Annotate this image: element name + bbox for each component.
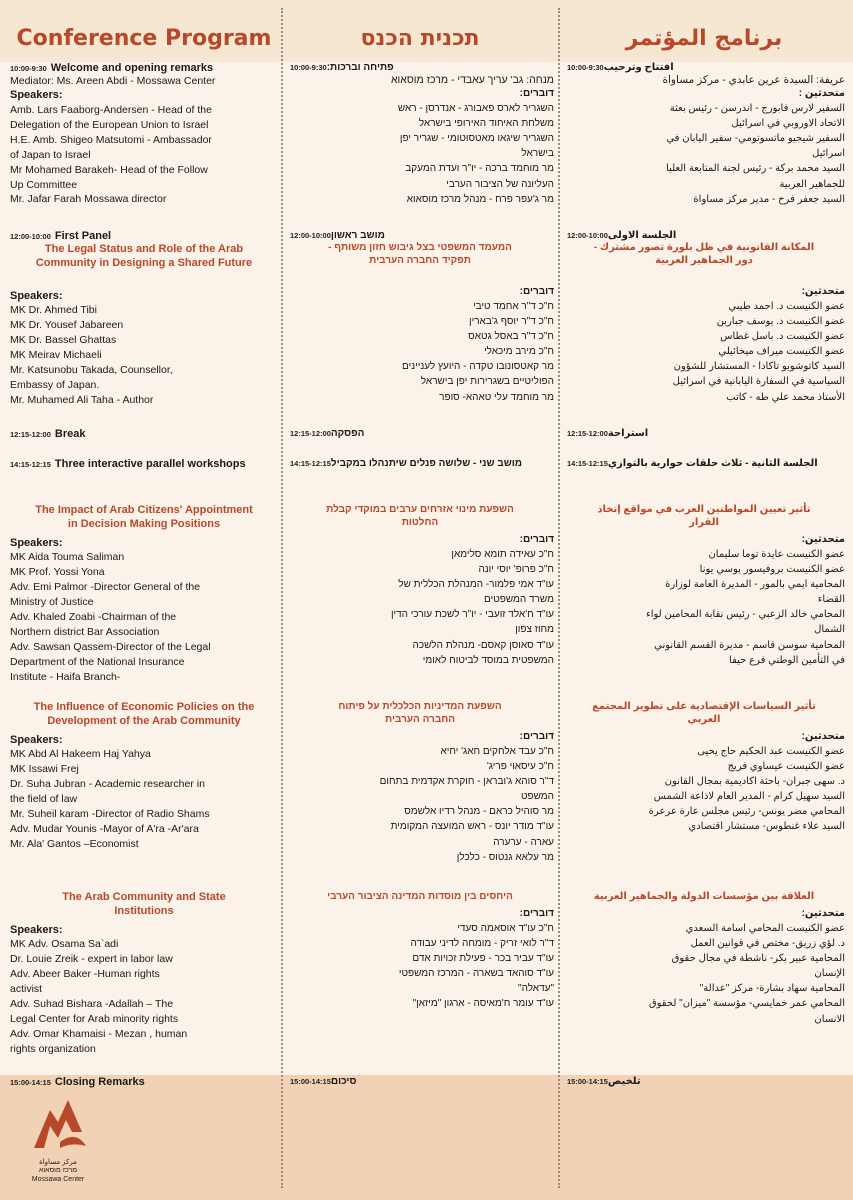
section-header-closing — [10, 1076, 278, 1088]
speaker-line: ח"כ פרופ' יוסי יונה — [478, 563, 554, 575]
speaker-line: MK Adv. Osama Sa`adi — [10, 938, 119, 951]
section-opening — [563, 62, 845, 207]
speaker-line: עו"ד מודר יונס - ראש המועצה המקומית — [390, 821, 554, 833]
speaker-line: "עדאלה" — [518, 983, 554, 995]
speaker-line: מר קאטסונובו טקדה - היועץ לעניינים — [402, 361, 554, 373]
speaker-line: Legal Center for Arab minority rights — [10, 1012, 179, 1025]
time-slot: 10:00-9:30 — [290, 63, 327, 72]
subtitle-line: دور الجماهير العربية — [655, 255, 753, 266]
speaker-line: rights organization — [10, 1042, 96, 1055]
session-title: סיכום — [330, 1076, 357, 1087]
session-title: الجلسة الاولى — [607, 230, 677, 241]
speaker-line: עו"ד אמי פלמור- המנהלת הכללית של — [398, 578, 554, 590]
subtitle-line: Community in Designing a Shared Future — [35, 257, 253, 270]
speaker-list — [563, 744, 845, 835]
speaker-list — [286, 547, 554, 669]
section-header-opening — [10, 62, 278, 74]
time-slot: 12:15-12:00 — [10, 430, 51, 439]
session-title: הפסקה — [330, 428, 365, 439]
section-ws3 — [563, 890, 845, 1027]
subtitle-line: المكانة القانونية في ظل بلورة تصور مشترك - — [593, 242, 815, 253]
speaker-line: Adv. Mudar Younis -Mayor of A'ra -Ar'ara — [10, 822, 199, 835]
session-subtitle — [286, 700, 554, 726]
speaker-line: السياسية في السفارة اليابانية في اسرائيل — [672, 376, 845, 388]
speaker-line: السيد علاء غنطوس- مستشار اقتصادي — [688, 821, 845, 833]
session-subtitle — [286, 241, 554, 267]
speaker-line: عضو الكنيست عيساوي فريج — [727, 760, 845, 772]
speaker-line: عضو الكنيست د. باسل غطاس — [720, 330, 845, 342]
speaker-list — [10, 747, 278, 851]
section-header-opening — [286, 62, 554, 73]
speaker-line: MK Aida Touma Saliman — [10, 551, 125, 564]
time-slot: 14:15-12:15 — [567, 459, 608, 468]
section-ws3 — [10, 890, 278, 1057]
speaker-line: MK Prof. Yossi Yona — [10, 566, 105, 579]
section-ws2 — [10, 700, 278, 852]
subtitle-line: The Influence of Economic Policies on the — [33, 701, 255, 713]
session-title: פתיחה וברכות: — [326, 62, 394, 73]
section-panel1 — [10, 230, 278, 408]
speaker-line: د. لؤي زريق- مختص في قوانين العمل — [690, 937, 845, 949]
speaker-line: ח"כ עאידה תומא סלימאן — [451, 548, 554, 560]
time-slot: 14:15-12:15 — [290, 459, 331, 468]
speaker-line: الاتحاد الاوروبي في اسرائيل — [731, 117, 845, 129]
speaker-line: ח"כ ד"ר באסל גטאס — [468, 330, 554, 342]
speaker-line: عضو الكنيست د. يوسف جبارين — [716, 315, 845, 327]
speaker-line: Mr Mohamed Barakeh- Head of the Follow — [10, 163, 208, 176]
speaker-line: השגריר לארס פאבורג - אנדרסן - ראש — [397, 102, 554, 114]
speaker-line: المحامية ايمي بالمور - المديرة العامة لوزارة — [665, 578, 845, 590]
session-subtitle — [10, 242, 278, 271]
section-break — [563, 428, 845, 439]
speaker-line: בישראל — [521, 148, 554, 160]
speaker-line: Mr. Muhamed Ali Taha - Author — [10, 393, 154, 406]
time-slot: 10:00-9:30 — [10, 64, 47, 73]
section-break — [286, 428, 554, 439]
speaker-line: העליונה של הציבור הערבי — [446, 178, 554, 190]
subtitle-line: The Legal Status and Role of the Arab — [44, 243, 244, 255]
speaker-line: משלחת האיחוד האירופי בישראל — [418, 117, 554, 129]
section-header-opening — [563, 62, 845, 73]
subtitle-line: המעמד המשפטי בצל גיבוש חזון משותף - — [328, 242, 512, 253]
section-ws1 — [10, 503, 278, 685]
subtitle-line: The Impact of Arab Citizens' Appointment — [35, 504, 253, 516]
section-ws3 — [286, 890, 554, 1012]
session-subtitle — [286, 503, 554, 529]
speaker-list — [10, 103, 278, 207]
section-workshops — [10, 458, 278, 470]
subtitle-line: The Arab Community and State — [62, 891, 226, 903]
subtitle-line: החלטות — [401, 517, 439, 528]
speaker-line: اسرائيل — [812, 148, 845, 160]
section-header-workshops — [563, 458, 845, 469]
speaker-line: עו"ד עביר בכר - פעילת זכויות אדם — [412, 952, 554, 964]
speaker-line: ח"כ עיסאוי פריג' — [486, 760, 554, 772]
speaker-line: Mr. Katsunobu Takada, Counsellor, — [10, 364, 173, 377]
session-subtitle — [10, 890, 278, 919]
speakers-label: متحدثين: — [801, 534, 845, 545]
section-header-panel1 — [563, 230, 845, 241]
subtitle-line: Institutions — [114, 905, 174, 918]
section-ws1 — [286, 503, 554, 668]
speaker-line: في التأمين الوطني فرع حيفا — [729, 654, 845, 666]
time-slot: 14:15-12:15 — [10, 460, 51, 469]
subtitle-line: العربي — [687, 714, 721, 725]
speaker-line: MK Dr. Ahmed Tibi — [10, 304, 97, 317]
session-subtitle — [563, 503, 845, 529]
time-slot: 12:00-10:00 — [290, 231, 331, 240]
section-header-workshops — [286, 458, 554, 469]
logo-arabic-text: مركز مساواة — [39, 1159, 77, 1166]
column-arabic — [563, 0, 845, 1200]
session-title: افتتاح وترحيب — [603, 62, 674, 73]
speaker-line: Adv. Abeer Baker -Human rights — [10, 968, 160, 981]
speaker-line: מחוז צפון — [515, 624, 554, 636]
section-closing — [286, 1076, 554, 1087]
section-ws1 — [563, 503, 845, 668]
session-title: מושב שני - שלושה פנלים שיתנהלו במקביל — [330, 458, 523, 469]
speakers-label: דוברים: — [519, 88, 554, 100]
speaker-list — [10, 550, 278, 684]
session-subtitle — [563, 700, 845, 726]
time-slot: 15:00-14:15 — [290, 1077, 331, 1086]
speaker-line: עו"ד סאוסן קאסם- מנהלת הלשכה — [412, 639, 554, 651]
speaker-line: Delegation of the European Union to Israel — [10, 118, 209, 131]
time-slot: 12:15-12:00 — [567, 429, 608, 438]
speaker-line: Adv. Suhad Bishara -Adallah – The — [10, 998, 174, 1011]
column-title: Conference Program — [16, 26, 272, 51]
speaker-line: د. سهى جبران- باحثة اكاديمية بمجال القانون — [664, 775, 845, 787]
subtitle-line: Development of the Arab Community — [47, 715, 241, 728]
time-slot: 12:00-10:00 — [567, 231, 608, 240]
section-closing — [10, 1076, 278, 1088]
speaker-line: Dr. Suha Jubran - Academic researcher in — [10, 778, 205, 791]
speaker-line: المحامي خالد الزعبي - رئيس نقابة المحامين لواء — [646, 609, 845, 621]
speaker-line: Amb. Lars Faaborg-Andersen - Head of the — [10, 104, 212, 117]
mossawa-logo — [20, 1092, 96, 1188]
column-divider-left — [281, 8, 283, 1188]
speaker-list — [286, 921, 554, 1012]
speaker-list — [563, 547, 845, 669]
session-title: الجلسة الثانية - ثلاث حلقات حوارية بالتوازي — [607, 458, 818, 469]
speaker-line: الأستاذ محمد علي طه - كاتب — [726, 391, 845, 403]
speaker-list — [563, 101, 845, 207]
session-subtitle — [10, 700, 278, 729]
time-slot: 15:00-14:15 — [567, 1077, 608, 1086]
speakers-label: דוברים: — [519, 731, 554, 742]
speaker-line: Northern district Bar Association — [10, 625, 160, 638]
speaker-line: המשפט — [520, 791, 554, 803]
speaker-line: السيد محمد بركة - رئيس لجنة المتابعة العليا — [666, 163, 845, 175]
speaker-line: Adv. Khaled Zoabi -Chairman of the — [10, 611, 177, 624]
speaker-line: משרד המשפטים — [484, 594, 554, 606]
speaker-line: הפוליטיים בשגרירות יפן בישראל — [420, 376, 554, 388]
section-header-panel1 — [286, 230, 554, 241]
section-panel1 — [563, 230, 845, 405]
speaker-line: Adv. Sawsan Qassem-Director of the Legal — [10, 640, 211, 653]
speaker-line: ח"כ ד"ר יוסף ג'בארין — [469, 315, 554, 327]
session-subtitle — [286, 890, 554, 903]
speaker-list — [563, 921, 845, 1027]
speaker-line: المحامية عبير بكر- ناشطة في مجال حقوق — [671, 952, 845, 964]
speaker-line: Embassy of Japan. — [10, 378, 100, 391]
speaker-line: المحامي عمر خمايسي- مؤسسة "ميزان" لحقوق — [648, 998, 845, 1010]
speakers-label: متحدثين : — [798, 88, 845, 100]
column-divider-right — [558, 8, 560, 1188]
speaker-line: MK Meirav Michaeli — [10, 349, 102, 362]
mediator: عريفة: السيدة عرين عابدي - مركز مساواة — [662, 74, 845, 86]
speaker-line: ד"ר סוהא ג'ובראן - חוקרת אקדמית בתחום — [379, 775, 554, 787]
speakers-label: Speakers: — [10, 733, 63, 746]
speaker-line: عضو الكنيست المحامي اسامة السعدي — [685, 922, 845, 934]
speaker-line: מר מוחמד ברכה - יו"ר ועדת המעקב — [405, 163, 554, 175]
speaker-line: المحامي مضر يونس- رئيس مجلس عارة عرعرة — [648, 806, 845, 818]
speaker-line: MK Issawi Frej — [10, 763, 79, 776]
section-ws2 — [286, 700, 554, 865]
column-english — [10, 0, 278, 1200]
speaker-line: السيد كاتوشوبو تاكادا - المستشار للشؤون — [673, 361, 845, 373]
speaker-line: Ministry of Justice — [10, 596, 94, 609]
speaker-line: activist — [10, 983, 43, 996]
section-header-closing — [286, 1076, 554, 1087]
subtitle-line: השפעת מינוי אזרחים ערבים במוקדי קבלת — [326, 504, 514, 515]
section-header-break — [10, 428, 278, 440]
column-title: תכנית הכנס — [360, 26, 480, 51]
speaker-list — [10, 303, 278, 407]
speaker-line: MK Dr. Yousef Jabareen — [10, 319, 124, 332]
time-slot: 12:15-12:00 — [290, 429, 331, 438]
session-title: Closing Remarks — [54, 1076, 145, 1088]
speaker-line: עו"ד עומר ח'מאיסה - ארגון "מיזאן" — [412, 998, 554, 1010]
speaker-list — [10, 937, 278, 1056]
speaker-line: Mr. Ala' Gantos –Economist — [10, 837, 139, 850]
subtitle-line: היחסים בין מוסדות המדינה הציבור הערבי — [327, 891, 513, 902]
speaker-line: Adv. Emi Palmor -Director General of the — [10, 581, 201, 594]
section-opening — [10, 62, 278, 207]
session-subtitle — [10, 503, 278, 532]
speaker-line: عضو الكنيست ميراف ميخائيلي — [718, 346, 845, 358]
section-header-workshops — [10, 458, 278, 470]
speaker-line: מר ג'עפר פרח - מנהל מרכז מוסאוא — [406, 193, 554, 205]
speaker-line: Mr. Jafar Farah Mossawa director — [10, 193, 167, 206]
speaker-list — [563, 299, 845, 405]
speaker-line: ח"כ עבד אלחקים חאג' יחיא — [440, 745, 554, 757]
speakers-label: متحدثين: — [801, 908, 845, 919]
section-opening — [286, 62, 554, 207]
speakers-label: דוברים: — [519, 534, 554, 545]
speaker-line: عضو الكنيست بروفيسور يوسي يونا — [699, 563, 845, 575]
logo-english-text: Mossawa Center — [31, 1175, 85, 1183]
speaker-line: المحامية سهاد بشارة- مركز "عدالة" — [699, 983, 845, 995]
session-title: Welcome and opening remarks — [50, 62, 214, 74]
subtitle-line: تأثير السياسات الإقتصادية على تطوير المجتمع — [592, 701, 816, 712]
mediator: מנחה: גב' עריך עאבדי - מרכז מוסאוא — [390, 74, 554, 86]
section-header-panel1 — [10, 230, 278, 242]
subtitle-line: תפקיד החברה הערבית — [369, 255, 471, 266]
session-title: First Panel — [54, 230, 112, 242]
section-panel1 — [286, 230, 554, 405]
speaker-line: عضو الكنيست عبد الحكيم حاج يحيى — [697, 745, 845, 757]
speakers-label: Speakers: — [10, 89, 63, 102]
speaker-line: المحامية سوسن قاسم - مديرة القسم القانوني — [654, 639, 845, 651]
column-hebrew — [286, 0, 554, 1200]
subtitle-line: العلاقة بين مؤسسات الدولة والجماهير العربية — [593, 891, 815, 902]
speaker-line: ח"כ מירב מיכאלי — [484, 346, 554, 358]
speaker-line: ד"ר לואי זריק - מומחה לדיני עבודה — [410, 937, 554, 949]
speaker-line: MK Abd Al Hakeem Haj Yahya — [10, 748, 151, 761]
subtitle-line: تأثير تعيين المواطنين العرب في مواقع إتخاذ — [597, 504, 811, 515]
speakers-label: متحدثين: — [801, 731, 845, 742]
speaker-line: המשפטית במוסד לביטוח לאומי — [422, 654, 554, 666]
speaker-list — [286, 744, 554, 866]
speaker-line: للجماهير العربية — [779, 178, 845, 190]
session-title: Break — [54, 428, 86, 440]
time-slot: 12:00-10:00 — [10, 232, 51, 241]
section-workshops — [286, 458, 554, 469]
section-closing — [563, 1076, 845, 1087]
speaker-line: the field of law — [10, 793, 78, 806]
speaker-line: القضاء — [817, 594, 845, 606]
speakers-label: דוברים: — [519, 286, 554, 297]
section-workshops — [563, 458, 845, 469]
subtitle-line: השפעת המדיניות הכלכלית על פיתוח — [338, 701, 502, 712]
mediator: Mediator: Ms. Areen Abdi - Mossawa Center — [10, 75, 216, 87]
speaker-line: Up Committee — [10, 178, 78, 191]
time-slot: 15:00-14:15 — [10, 1078, 51, 1087]
speakers-label: Speakers: — [10, 289, 63, 302]
mossawa-logo-icon — [20, 1092, 96, 1154]
speaker-line: עארה - ערערה — [493, 836, 554, 848]
time-slot: 10:00-9:30 — [567, 63, 604, 72]
session-title: Three interactive parallel workshops — [54, 458, 246, 470]
subtitle-line: in Decision Making Positions — [67, 518, 221, 531]
speaker-line: الانسان — [814, 1013, 845, 1025]
speaker-line: עו"ד סוהאד בשארה - המרכז המשפטי — [398, 968, 554, 980]
speaker-line: H.E. Amb. Shigeo Matsutomi - Ambassador — [10, 133, 212, 146]
speaker-line: עו"ד ח'אלד זועבי - יו"ר לשכת עורכי הדין — [390, 609, 554, 621]
speaker-line: Adv. Omar Khamaisi - Mezan , human — [10, 1027, 188, 1040]
section-header-break — [563, 428, 845, 439]
subtitle-line: القرار — [689, 517, 719, 528]
speaker-line: השגריר שיגאו מאטסוטומי - שגריר יפן — [399, 133, 554, 145]
section-ws2 — [563, 700, 845, 835]
speaker-line: عضو الكنيست عايدة توما سليمان — [708, 548, 845, 560]
speaker-list — [286, 101, 554, 207]
speakers-label: متحدثين: — [801, 286, 845, 297]
speaker-line: عضو الكنيست د. احمد طيبي — [728, 300, 845, 312]
speaker-line: MK Dr. Bassel Ghattas — [10, 334, 117, 347]
session-title: استراحة — [607, 428, 649, 439]
speaker-line: of Japan to Israel — [10, 148, 91, 161]
subtitle-line: החברה הערבית — [385, 714, 455, 725]
speaker-line: السفير شيجيو ماتسوتومي- سفير اليابان في — [666, 133, 845, 145]
speaker-line: الشمال — [814, 624, 845, 636]
speaker-line: ח"כ עו"ד אוסאמה סעדי — [457, 922, 554, 934]
speaker-line: ח"כ ד"ר אחמד טיבי — [473, 300, 554, 312]
speaker-line: السيد سهيل كرام - المدير العام لاذاعة الشمس — [653, 791, 845, 803]
speakers-label: Speakers: — [10, 923, 63, 936]
session-title: تلخيص — [607, 1076, 641, 1087]
section-break — [10, 428, 278, 440]
speaker-list — [286, 299, 554, 405]
column-title: برنامج المؤتمر — [625, 26, 783, 51]
session-subtitle — [563, 241, 845, 267]
speakers-label: דוברים: — [519, 908, 554, 919]
section-header-break — [286, 428, 554, 439]
speaker-line: الإنسان — [814, 968, 845, 980]
speaker-line: Dr. Louie Zreik - expert in labor law — [10, 953, 173, 966]
speaker-line: السيد جعفر فرح - مدير مركز مساواة — [693, 193, 845, 205]
session-title: מושב ראשון — [330, 230, 385, 241]
speaker-line: מר מוחמד עלי טאהא- סופר — [439, 391, 554, 403]
session-subtitle — [563, 890, 845, 903]
section-header-closing — [563, 1076, 845, 1087]
speaker-line: מר סוהיל כראם - מנהל רדיו אלשמס — [404, 806, 554, 818]
speaker-line: מר עלאא גנטוס - כלכלן — [456, 851, 554, 863]
speakers-label: Speakers: — [10, 536, 63, 549]
speaker-line: السفير لارس فابورج - اندرسن - رئيس بعثة — [669, 102, 845, 114]
logo-hebrew-text: מרכז מוסאוא — [38, 1167, 78, 1175]
speaker-line: Mr. Suheil karam -Director of Radio Shams — [10, 808, 210, 821]
speaker-line: Institute - Haifa Branch- — [10, 670, 121, 683]
speaker-line: Department of the National Insurance — [10, 655, 185, 668]
